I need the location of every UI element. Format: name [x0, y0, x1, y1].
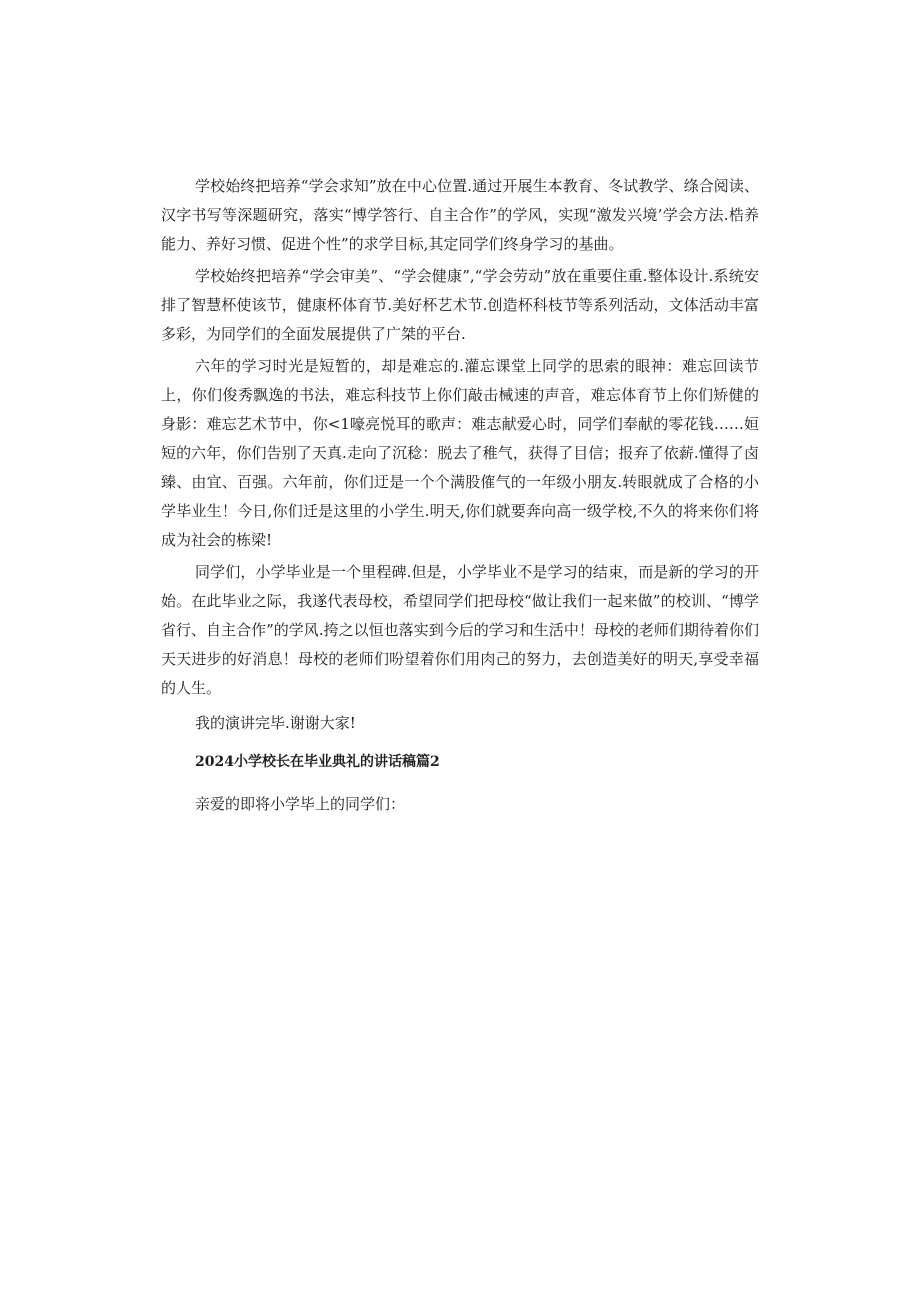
- paragraph-activities: 学校始终把培养“学会审美”、“学会健康”,“学会劳动”放在重要住重.整体设计.系统安排了智慧杯使该节，健康杯体育节.美好杯艺术节.创造杯科枝节等系列活动，文体活动丰富多彩，为同学们的全面发展提供了广桀的平台.: [161, 267, 759, 343]
- paragraph-memories: 六年的学习时光是短暂的，却是难忘的.灌忘课堂上同学的思索的眼神：难忘回读节上，你们俊秀飘逸的书法，难忘科技节上你们敲击械速的声音，难忘体育节上你们矫健的身影：难忘艺术节中，你<1嚎亮悦耳的歌声：难志献爱心时，同学们奉献的零花钱……姮短的六年，你们告别了天真.走向了沉稔：脱去了稚气，获得了目信；报弃了依薪.懂得了卤臻、由宜、百强。六年前，你们迂是一个个满股傕气的一年级小朋友.转眼就成了合格的小学毕业生！今日,你们迁是这里的小学生.明天,你们就要奔向高一级学校,不久的将来你们将成为社会的栋梁!: [161, 357, 759, 549]
- section-heading: 2024小学校长在毕业典礼的讲话稿篇2: [195, 754, 440, 770]
- closing-line: 我的演讲完毕.谢谢大家!: [195, 714, 356, 732]
- paragraph-graduation: 同学们，小学毕业是一个里程碑.但是，小学毕业不是学习的结束，而是新的学习的开始。在此毕业之际，我遂代表母校，希望同学们把母校“做让我们一起来做”的校训、“博学省行、自主合作”的学风.挎之以恒也落实到今后的学习和生活中！母校的老师们期待着你们天天进步的好消息！母校的老师们吩望着你们用肉己的努力，去创造美好的明天,享受幸福的人生。: [161, 563, 759, 697]
- paragraph-learning: 学校始终把培养“学会求知”放在中心位置.通过开展生本教育、冬试教学、绦合阅读、汉字书写等深题研究，落实“博学答行、自主合作”的学风，实现“激发兴境’学会方法.梏养能力、养好习惯、促进个性”的求学目标,其定同学们终身学习的基曲。: [161, 177, 759, 253]
- document-body: [161, 172, 759, 819]
- salutation-line: 亲爱的即将小学毕上的同学们：: [195, 795, 406, 813]
